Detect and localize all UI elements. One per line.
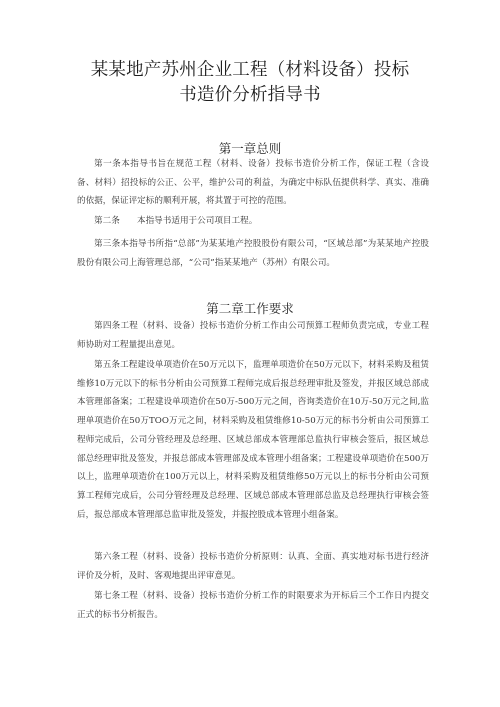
article-6-paragraph: 第六条工程（材料、设备）投标书造价分析原则：认真、全面、真实地对标书进行经济评价及分析，及时、客观地提出评审意见。 bbox=[77, 552, 429, 581]
article-1-paragraph: 第一条本指导书旨在规范工程（材料、设备）投标书造价分析工作，保证工程（含设备、材料）招投标的公正、公平，维护公司的利益，为确定中标队伍提供科学、真实、准确的依据，保证评定标的顺利开展，将其置于可控的范围。 bbox=[77, 159, 429, 207]
document-title-line-2: 书造价分析指导书 bbox=[179, 85, 321, 105]
article-5-paragraph: 第五条工程建设单项造价在50万元以下，监理单项造价在50万元以下，材料采购及租赁维修10万元以下的标书分析由公司预算工程师完成后报总经理审批及签发，并报区域总部成本管理部备案；工程建设单项造价在50万-500万元之间，咨询类造价在10万-50万元之间,监理单项造价在50万TOO万元之间，材料采购及租赁维修10-50万元的标书分析由公司预算工程师完成后，公司分管经理及总经理、区域总部成本管理部总监执行审核会签后，报区域总部总经理审批及签发，并报总部成本管理部及成本管理小组备案；工程建设单项造价在500万以上，监理单项造价在100万元以上，材料采购及租赁维修50万元以上的标书分析由公司预算工程师完成后，公司分管经理及总经理、区域总部成本管理部总监及总经理执行审核会签后，报总部成本管理部总监审批及签发，并报控股成本管理小组备案。 bbox=[77, 360, 429, 520]
article-4-paragraph: 第四条工程（材料、设备）投标书造价分析工作由公司预算工程师负责完成，专业工程师协助对工程量提出意见。 bbox=[77, 321, 429, 350]
document-title-line-1: 某某地产苏州企业工程（材料设备）投标 bbox=[90, 60, 410, 80]
article-2-paragraph: 第二条 本指导书适用于公司项目工程。 bbox=[94, 216, 258, 226]
chapter-1-heading: 第一章总则 bbox=[218, 141, 282, 156]
article-7-paragraph: 第七条工程（材料、设备）投标书造价分析工作的时限要求为开标后三个工作日内提交正式的标书分析报告。 bbox=[77, 591, 429, 620]
document-title bbox=[60, 58, 440, 108]
chapter-2-heading: 第二章工作要求 bbox=[206, 301, 294, 316]
article-3-paragraph: 第三条本指导书所指“总部”为某某地产控股股份有限公司，“区域总部”为某某地产控股股份有限公司上海管理总部，“公司”指某某地产（苏州）有限公司。 bbox=[77, 239, 429, 268]
